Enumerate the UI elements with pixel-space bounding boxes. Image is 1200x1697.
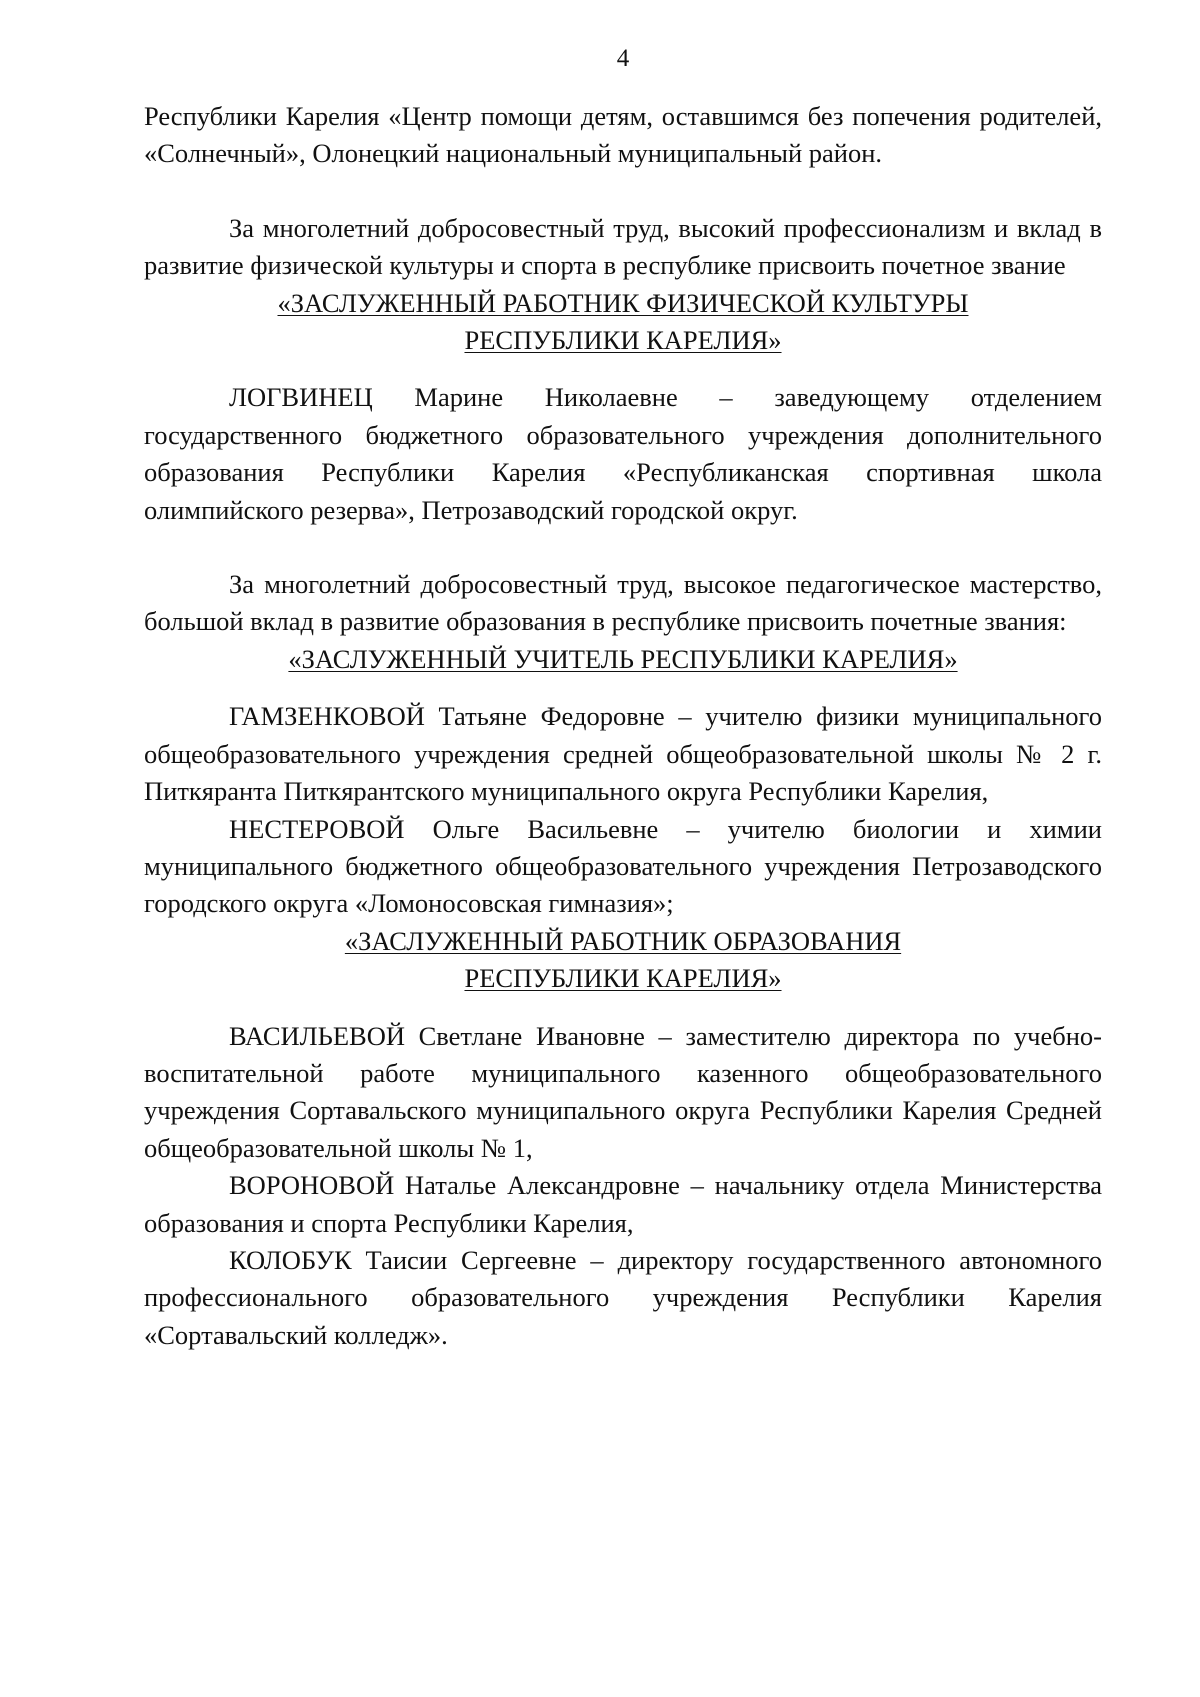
heading-line: РЕСПУБЛИКИ КАРЕЛИЯ» <box>464 325 782 356</box>
spacer <box>144 359 1102 379</box>
paragraph-award-intro-sport: За многолетний добросовестный труд, высокий профессионализм и вклад в развитие физической культуры и спорта в республике присвоить почетное звание <box>144 212 1102 281</box>
paragraph-continuation: Республики Карелия «Центр помощи детям, оставшимся без попечения родителей, «Солнечный», Олонецкий национальный муниципальный район. <box>144 101 1102 169</box>
heading-line: «ЗАСЛУЖЕННЫЙ РАБОТНИК ОБРАЗОВАНИЯ <box>344 925 902 956</box>
spacer <box>144 173 1102 210</box>
paragraph-award-intro-education: За многолетний добросовестный труд, высокое педагогическое мастерство, большой вклад в развитие образования в республике присвоить почетные звания: <box>144 569 1102 637</box>
paragraph-awardee-voronova: ВОРОНОВОЙ Наталье Александровне – начальнику отдела Министерства образования и спорта Республики Карелия, <box>144 1170 1102 1238</box>
spacer <box>144 678 1102 698</box>
heading-line: «ЗАСЛУЖЕННЫЙ РАБОТНИК ФИЗИЧЕСКОЙ КУЛЬТУРЫ <box>277 287 969 318</box>
paragraph-awardee-kolobuk: КОЛОБУК Таисии Сергеевне – директору государственного автономного профессионального образовательного учреждения Республики Карелия «Сортавальский колледж». <box>144 1244 1102 1350</box>
spacer <box>144 998 1102 1018</box>
paragraph-awardee-gamzenkova: ГАМЗЕНКОВОЙ Татьяне Федоровне – учителю физики муниципального общеобразовательного учреждения средней общеобразовательной школы № 2 г. Питкяранта Питкярантского муниципального округа Республики Карелия, <box>144 701 1102 807</box>
document-body <box>144 98 1102 1354</box>
spacer <box>144 529 1102 566</box>
heading-honored-teacher <box>144 641 1102 678</box>
document-page <box>144 0 1102 1697</box>
heading-honored-education-worker <box>144 923 1102 998</box>
heading-honored-sport-worker <box>144 285 1102 360</box>
paragraph-awardee-nesterova: НЕСТЕРОВОЙ Ольге Васильевне – учителю биологии и химии муниципального бюджетного общеобразовательного учреждения Петрозаводского городского округа «Ломоносовская гимназия»; <box>144 813 1102 919</box>
paragraph-awardee-logvinets: ЛОГВИНЕЦ Марине Николаевне – заведующему отделением государственного бюджетного образовательного учреждения дополнительного образования Республики Карелия «Республиканская спортивная школа олимпийского резерва», Петрозаводский городской округ. <box>144 382 1102 525</box>
heading-line: «ЗАСЛУЖЕННЫЙ УЧИТЕЛЬ РЕСПУБЛИКИ КАРЕЛИЯ» <box>288 643 958 674</box>
page-number: 4 <box>616 45 630 72</box>
heading-line: РЕСПУБЛИКИ КАРЕЛИЯ» <box>464 963 782 994</box>
paragraph-awardee-vasilyeva: ВАСИЛЬЕВОЙ Светлане Ивановне – заместителю директора по учебно-воспитательной работе муниципального казенного общеобразовательного учреждения Сортавальского муниципального округа Республики Карелия Средней общеобразовательной школы № 1, <box>144 1020 1102 1163</box>
